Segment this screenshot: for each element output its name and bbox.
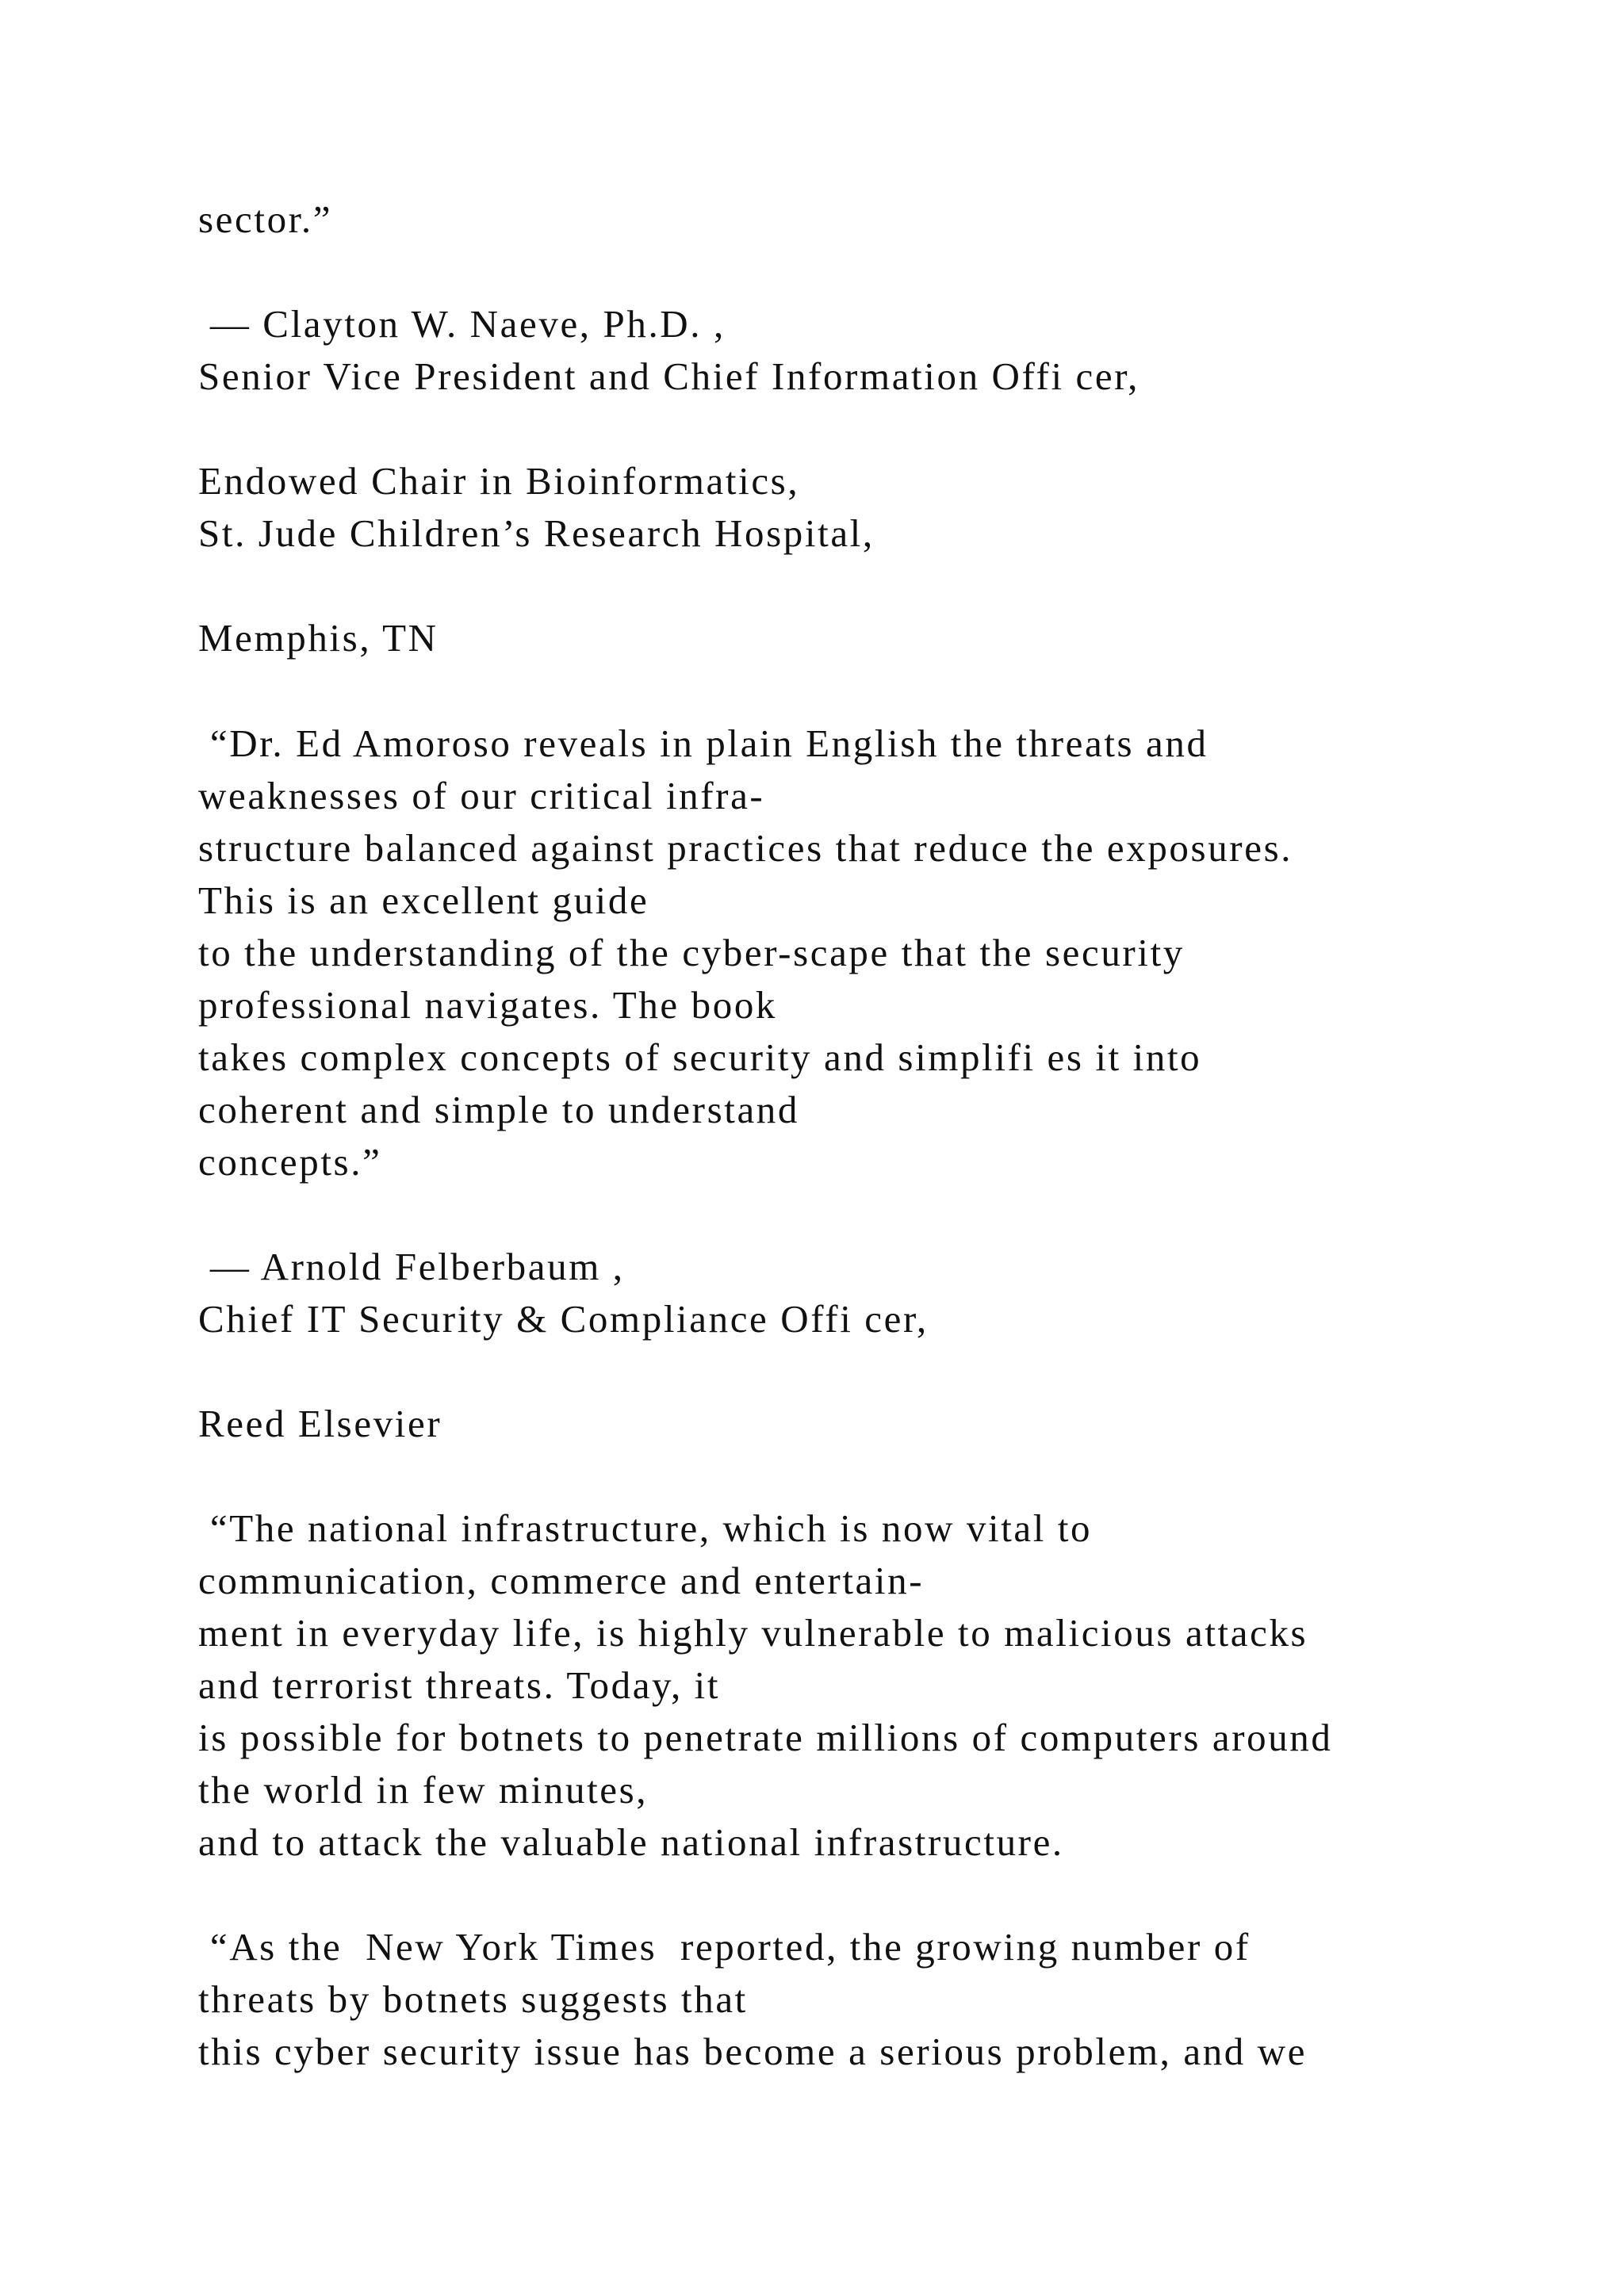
text-line: takes complex concepts of security and simplifi es it into bbox=[198, 1035, 1202, 1079]
text-line: St. Jude Children’s Research Hospital, bbox=[198, 511, 875, 555]
text-line: Senior Vice President and Chief Information Offi cer, bbox=[198, 354, 1140, 398]
quote-line: “Dr. Ed Amoroso reveals in plain English the threats and bbox=[198, 721, 1208, 765]
text-line: sector.” bbox=[198, 197, 333, 241]
text-line: the world in few minutes, bbox=[198, 1768, 649, 1812]
attribution-line: — Clayton W. Naeve, Ph.D. , bbox=[198, 302, 726, 346]
text-line: Memphis, TN bbox=[198, 616, 439, 660]
text-line: to the understanding of the cyber-scape that the security bbox=[198, 931, 1185, 974]
text-line: and to attack the valuable national infrastructure. bbox=[198, 1820, 1064, 1864]
text-line: concepts.” bbox=[198, 1140, 382, 1184]
text-line: Chief IT Security & Compliance Offi cer, bbox=[198, 1297, 929, 1341]
text-line: professional navigates. The book bbox=[198, 983, 778, 1027]
text-line: threats by botnets suggests that bbox=[198, 1977, 748, 2021]
attribution-line: — Arnold Felberbaum , bbox=[198, 1245, 625, 1288]
text-line: ment in everyday life, is highly vulnerable to malicious attacks bbox=[198, 1611, 1308, 1655]
text-line: weaknesses of our critical infra- bbox=[198, 774, 765, 817]
text-line: Endowed Chair in Bioinformatics, bbox=[198, 459, 800, 503]
text-line: This is an excellent guide bbox=[198, 878, 649, 922]
text-line: Reed Elsevier bbox=[198, 1402, 442, 1445]
quote-line: “The national infrastructure, which is now vital to bbox=[198, 1506, 1093, 1550]
text-line: this cyber security issue has become a serious problem, and we bbox=[198, 2030, 1308, 2073]
text-line: and terrorist threats. Today, it bbox=[198, 1663, 721, 1707]
text-line: structure balanced against practices that reduce the exposures. bbox=[198, 826, 1293, 870]
text-line: coherent and simple to understand bbox=[198, 1088, 799, 1131]
text-line: communication, commerce and entertain- bbox=[198, 1559, 925, 1602]
quote-line: “As the New York Times reported, the growing number of bbox=[198, 1925, 1251, 1969]
text-line: is possible for botnets to penetrate millions of computers around bbox=[198, 1716, 1333, 1759]
